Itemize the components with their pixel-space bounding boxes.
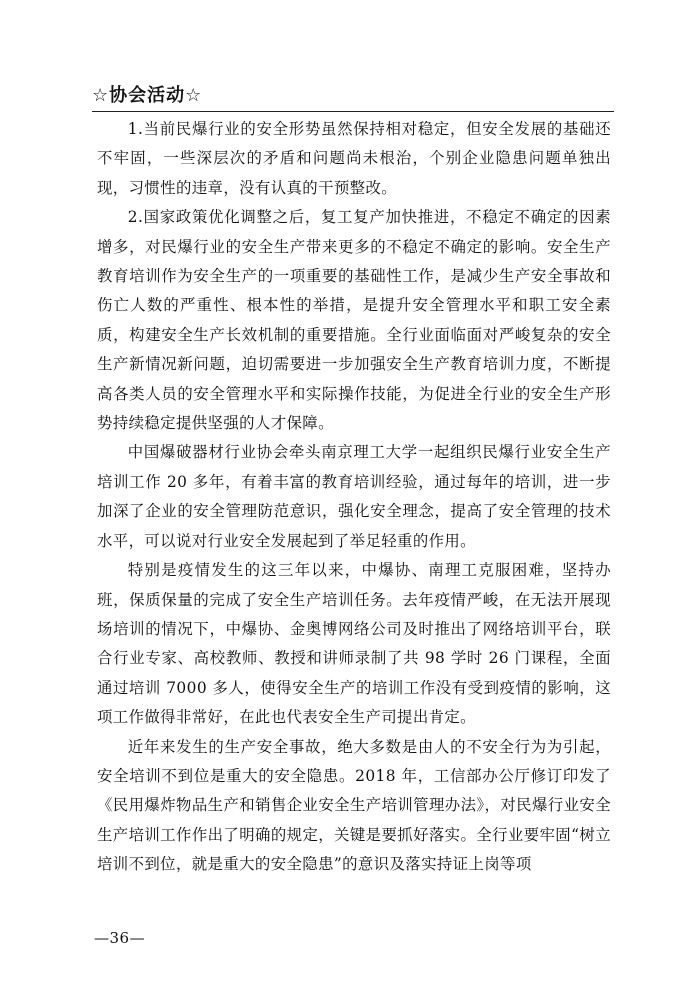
header-rule xyxy=(92,111,614,112)
section-title: ☆协会活动☆ xyxy=(92,85,203,106)
paragraph: 中国爆破器材行业协会牵头南京理工大学一起组织民爆行业安全生产培训工作 20 多年，有着丰富的教育培训经验，通过每年的培训，进一步加深了企业的安全管理防范意识，强化安全理念，提高了安全管理的技术水平，可以说对行业安全发展起到了举足轻重的作用。 xyxy=(97,443,611,550)
paragraph: 近年来发生的生产安全事故，绝大多数是由人的不安全行为为引起，安全培训不到位是重大的安全隐患。2018 年，工信部办公厅修订印发了《民用爆炸物品生产和销售企业安全生产培训管理办法》，对民爆行业安全生产培训工作作出了明确的规定，关键是要抓好落实。全行业要牢固“树立培训不到位，就是重大的安全隐患”的意识及落实持证上岗等项 xyxy=(97,737,611,874)
article-body xyxy=(97,115,611,880)
paragraph: 2.国家政策优化调整之后，复工复产加快推进，不稳定不确定的因素增多，对民爆行业的安全生产带来更多的不稳定不确定的影响。安全生产教育培训作为安全生产的一项重要的基础性工作，是减少生产安全事故和伤亡人数的严重性、根本性的举措，是提升安全管理水平和职工安全素质，构建安全生产长效机制的重要措施。全行业面临面对严峻复杂的安全生产新情况新问题，迫切需要进一步加强安全生产教育培训力度，不断提高各类人员的安全管理水平和实际操作技能，为促进全行业的安全生产形势持续稳定提供坚强的人才保障。 xyxy=(97,208,611,433)
paragraph: 特别是疫情发生的这三年以来，中爆协、南理工克服困难，坚持办班，保质保量的完成了安全生产培训任务。去年疫情严峻，在无法开展现场培训的情况下，中爆协、金奥博网络公司及时推出了网络培训平台，联合行业专家、高校教师、教授和讲师录制了共 98 学时 26 门课程，全面通过培训 7000 多人，使得安全生产的培训工作没有受到疫情的影响，这项工作做得非常好，在此也代表安全生产司提出肯定。 xyxy=(97,561,611,727)
paragraph: 1.当前民爆行业的安全形势虽然保持相对稳定，但安全发展的基础还不牢固，一些深层次的矛盾和问题尚未根治，个别企业隐患问题单独出现，习惯性的违章，没有认真的干预整改。 xyxy=(97,120,611,197)
page-number: —36— xyxy=(94,929,146,947)
page-header xyxy=(92,84,614,112)
